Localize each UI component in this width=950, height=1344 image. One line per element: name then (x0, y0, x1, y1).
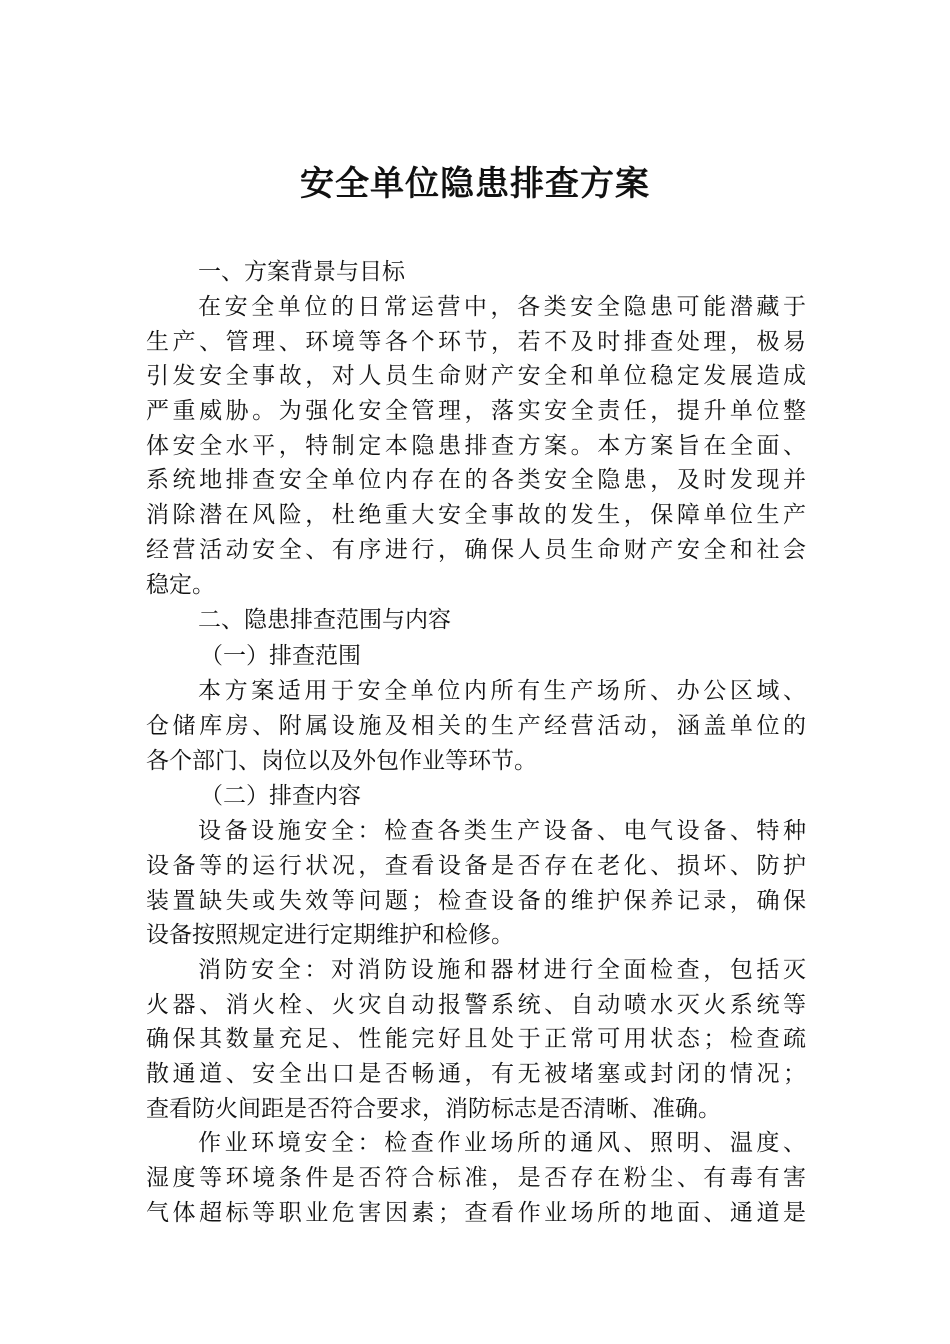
text-line: 散通道、安全出口是否畅通，有无被堵塞或封闭的情况； (146, 1061, 806, 1088)
text-line: 本方案适用于安全单位内所有生产场所、办公区域、 (198, 678, 806, 705)
text-line: 火器、消火栓、火灾自动报警系统、自动喷水灭火系统等 (146, 991, 806, 1018)
text-line: 仓储库房、附属设施及相关的生产经营活动，涵盖单位的 (146, 712, 806, 739)
document-title: 安全单位隐患排查方案 (300, 164, 650, 204)
text-line: 消防安全：对消防设施和器材进行全面检查，包括灭 (198, 957, 806, 983)
subsection-heading-scope: （一）排查范围 (200, 643, 361, 670)
text-line: 确保其数量充足、性能完好且处于正常可用状态；检查疏 (146, 1026, 806, 1053)
text-line: 消除潜在风险，杜绝重大安全事故的发生，保障单位生产 (146, 502, 806, 529)
text-line: 引发安全事故，对人员生命财产安全和单位稳定发展造成 (146, 363, 806, 390)
paragraph-fire-safety (146, 953, 806, 1126)
text-line: 在安全单位的日常运营中，各类安全隐患可能潜藏于 (198, 294, 806, 320)
paragraph-background (146, 290, 806, 602)
text-line: 严重威胁。为强化安全管理，落实安全责任，提升单位整 (146, 398, 806, 425)
text-line: 设备按照规定进行定期维护和检修。 (146, 922, 514, 949)
text-line: 系统地排查安全单位内存在的各类安全隐患，及时发现并 (146, 467, 806, 494)
section-heading-background: 一、方案背景与目标 (198, 259, 405, 285)
text-line: 各个部门、岗位以及外包作业等环节。 (146, 747, 537, 774)
text-line: 设备等的运行状况，查看设备是否存在老化、损坏、防护 (146, 852, 806, 879)
paragraph-work-environment (146, 1126, 806, 1230)
document-body (146, 254, 806, 1231)
text-line: 湿度等环境条件是否符合标准，是否存在粉尘、有毒有害 (146, 1165, 806, 1192)
paragraph-scope (146, 674, 806, 778)
text-line: 作业环境安全：检查作业场所的通风、照明、温度、 (198, 1130, 806, 1157)
text-line: 体安全水平，特制定本隐患排查方案。本方案旨在全面、 (146, 432, 806, 459)
text-line: 经营活动安全、有序进行，确保人员生命财产安全和社会 (146, 536, 806, 563)
text-line: 设备设施安全：检查各类生产设备、电气设备、特种 (198, 818, 806, 845)
text-line: 稳定。 (146, 571, 215, 598)
paragraph-equipment-safety (146, 814, 806, 953)
text-line: 气体超标等职业危害因素；查看作业场所的地面、通道是 (146, 1199, 806, 1226)
text-line: 生产、管理、环境等各个环节，若不及时排查处理，极易 (146, 328, 806, 355)
text-line: 查看防火间距是否符合要求，消防标志是否清晰、准确。 (146, 1095, 721, 1122)
subsection-heading-content: （二）排查内容 (200, 783, 361, 810)
section-heading-scope-content: 二、隐患排查范围与内容 (198, 607, 451, 634)
text-line: 装置缺失或失效等问题；检查设备的维护保养记录，确保 (146, 887, 806, 914)
